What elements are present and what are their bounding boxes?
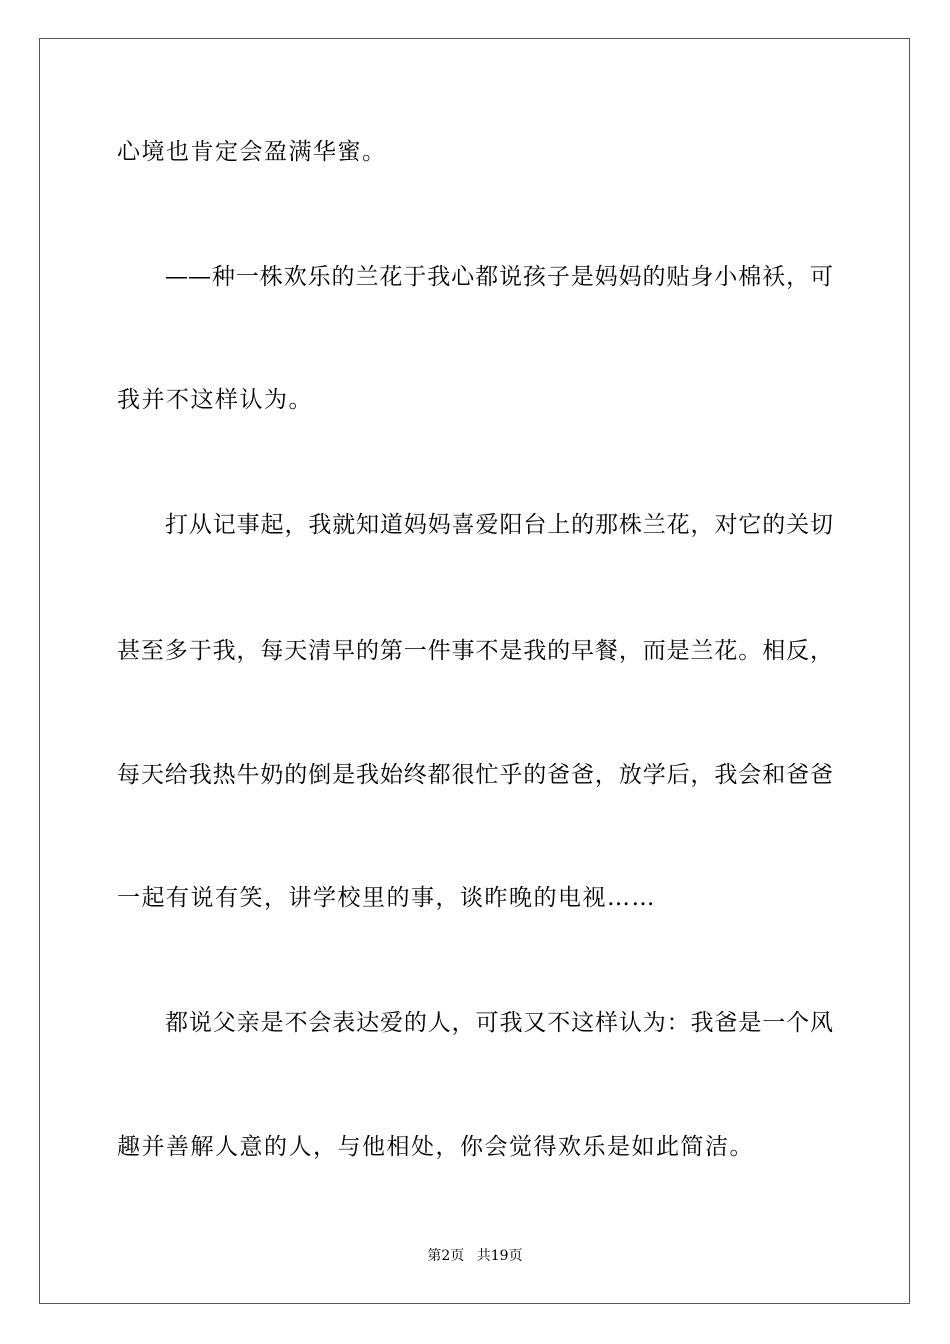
text-line-3: 我并不这样认为。 xyxy=(117,387,313,413)
page-number: 第2页 xyxy=(427,1248,465,1264)
text-line-2: ——种一株欢乐的兰花于我心都说孩子是妈妈的贴身小棉袄，可 xyxy=(165,264,833,290)
text-line-9: 趣并善解人意的人，与他相处，你会觉得欢乐是如此简洁。 xyxy=(117,1134,754,1160)
text-line-8: 都说父亲是不会表达爱的人，可我又不这样认为：我爸是一个风 xyxy=(165,1010,833,1036)
text-line-7: 一起有说有笑，讲学校里的事，谈昨晚的电视…… xyxy=(117,885,656,911)
text-line-6: 每天给我热牛奶的倒是我始终都很忙乎的爸爸，放学后，我会和爸爸 xyxy=(117,762,833,788)
text-line-4: 打从记事起，我就知道妈妈喜爱阳台上的那株兰花，对它的关切 xyxy=(165,512,833,538)
text-line-5: 甚至多于我，每天清早的第一件事不是我的早餐，而是兰花。相反， xyxy=(117,638,833,664)
text-line-1: 心境也肯定会盈满华蜜。 xyxy=(117,139,387,165)
page-total: 共19页 xyxy=(476,1248,523,1264)
page-border xyxy=(39,38,910,1304)
page-footer xyxy=(0,1247,950,1265)
